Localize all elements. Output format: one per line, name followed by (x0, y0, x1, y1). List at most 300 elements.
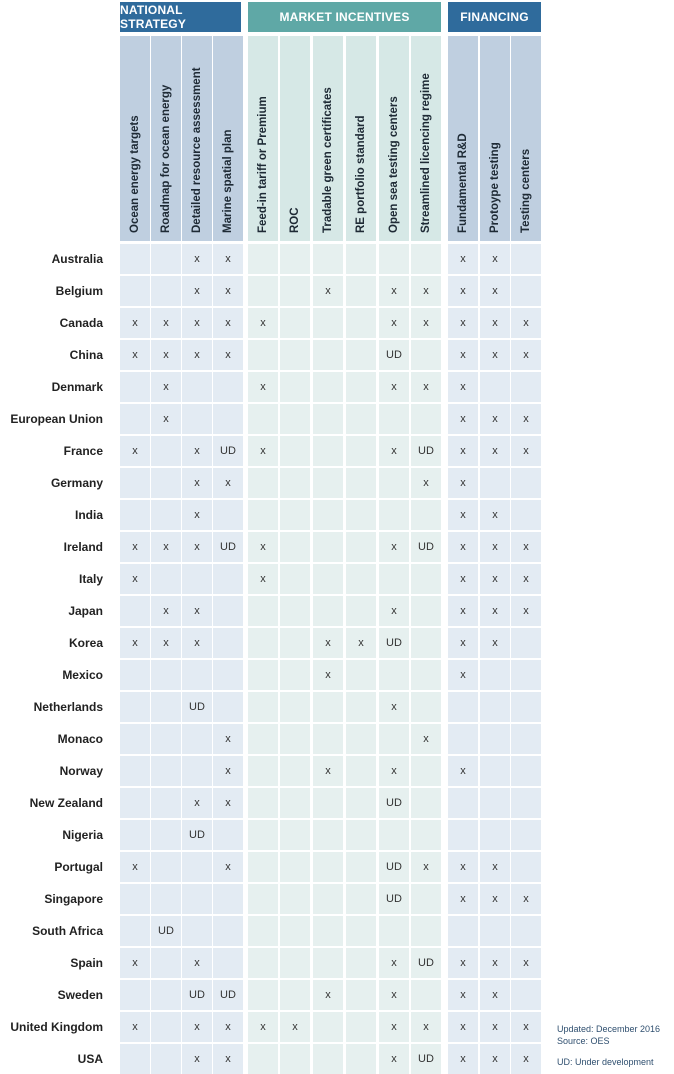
table-cell: x (448, 244, 478, 274)
table-cell (248, 916, 278, 946)
column-header (280, 36, 310, 241)
column-header (511, 36, 541, 241)
table-cell: x (182, 276, 212, 306)
table-cell (511, 980, 541, 1010)
table-cell: x (511, 404, 541, 434)
table-cell (182, 724, 212, 754)
table-cell (151, 788, 181, 818)
table-cell: x (448, 596, 478, 626)
table-cell (346, 660, 376, 690)
table-cell: x (480, 980, 510, 1010)
table-cell: x (480, 340, 510, 370)
table-cell: x (213, 756, 243, 786)
table-cell: x (448, 500, 478, 530)
table-cell (213, 628, 243, 658)
table-cell (346, 884, 376, 914)
table-cell: x (182, 788, 212, 818)
table-cell (213, 916, 243, 946)
table-cell (248, 788, 278, 818)
column-header (346, 36, 376, 241)
table-cell: x (448, 980, 478, 1010)
column-header (411, 36, 441, 241)
column-header (313, 36, 343, 241)
table-cell (151, 564, 181, 594)
table-cell (280, 244, 310, 274)
table-cell (448, 916, 478, 946)
table-cell (280, 628, 310, 658)
table-cell: x (213, 276, 243, 306)
group-header-financing: FINANCING (448, 2, 541, 32)
table-cell (313, 820, 343, 850)
table-cell (120, 596, 150, 626)
table-cell: x (213, 340, 243, 370)
table-cell (379, 564, 409, 594)
table-cell: x (411, 468, 441, 498)
column-header (151, 36, 181, 241)
table-cell (480, 820, 510, 850)
table-cell: x (151, 340, 181, 370)
table-cell (151, 820, 181, 850)
column-header-label: Protoype testing (489, 142, 501, 233)
table-cell (379, 820, 409, 850)
table-cell: x (480, 436, 510, 466)
table-cell (248, 596, 278, 626)
table-cell (313, 468, 343, 498)
table-cell: x (411, 308, 441, 338)
table-cell (280, 948, 310, 978)
table-cell (448, 820, 478, 850)
table-cell: x (511, 596, 541, 626)
table-cell (346, 948, 376, 978)
table-cell (248, 692, 278, 722)
table-cell: x (480, 852, 510, 882)
table-cell: x (120, 436, 150, 466)
table-cell (346, 564, 376, 594)
table-cell: x (411, 724, 441, 754)
table-cell: x (313, 276, 343, 306)
table-cell (346, 436, 376, 466)
table-cell (248, 980, 278, 1010)
table-cell: x (248, 308, 278, 338)
table-cell (280, 820, 310, 850)
table-cell: x (213, 244, 243, 274)
table-cell: x (248, 436, 278, 466)
table-cell (379, 468, 409, 498)
table-cell: UD (213, 980, 243, 1010)
table-cell (313, 596, 343, 626)
table-cell: x (480, 500, 510, 530)
table-cell: x (248, 372, 278, 402)
legend-note: UD: Under development (557, 1057, 654, 1067)
table-cell (379, 244, 409, 274)
column-header-label: Open sea testing centers (388, 96, 400, 233)
table-cell (379, 404, 409, 434)
table-cell (511, 244, 541, 274)
table-cell (151, 852, 181, 882)
table-cell: x (248, 564, 278, 594)
table-cell (280, 308, 310, 338)
table-cell (120, 980, 150, 1010)
table-cell: x (120, 308, 150, 338)
table-cell: x (480, 596, 510, 626)
table-cell (313, 404, 343, 434)
table-cell: x (480, 884, 510, 914)
table-cell (120, 788, 150, 818)
table-cell (151, 948, 181, 978)
table-cell (511, 788, 541, 818)
table-cell (313, 372, 343, 402)
table-cell (182, 916, 212, 946)
column-header (448, 36, 478, 241)
table-cell (213, 660, 243, 690)
table-cell (120, 404, 150, 434)
table-cell: x (182, 500, 212, 530)
updated-note: Updated: December 2016 (557, 1024, 661, 1034)
table-cell: UD (411, 436, 441, 466)
country-label: Australia (51, 252, 103, 266)
table-cell (511, 276, 541, 306)
table-cell (480, 372, 510, 402)
table-cell: x (120, 948, 150, 978)
table-cell (313, 724, 343, 754)
table-cell (280, 596, 310, 626)
table-cell (213, 692, 243, 722)
table-cell: x (448, 660, 478, 690)
table-cell: x (448, 852, 478, 882)
table-cell (411, 884, 441, 914)
country-label: Nigeria (62, 828, 103, 842)
table-cell: x (182, 532, 212, 562)
table-cell: x (182, 436, 212, 466)
column-header-label: Ocean energy targets (129, 115, 141, 233)
table-cell: x (120, 340, 150, 370)
table-cell (280, 660, 310, 690)
table-cell (280, 404, 310, 434)
table-cell: UD (213, 532, 243, 562)
table-cell: x (182, 1044, 212, 1074)
column-header (182, 36, 212, 241)
column-header-label: RE portfolio standard (355, 115, 367, 233)
column-header-label: Streamlined licencing regime (420, 73, 432, 233)
table-cell: UD (182, 692, 212, 722)
table-cell: x (448, 340, 478, 370)
table-cell: x (151, 532, 181, 562)
country-label: India (74, 508, 103, 522)
country-label: New Zealand (29, 796, 103, 810)
table-cell (313, 308, 343, 338)
table-cell (151, 756, 181, 786)
table-cell (182, 660, 212, 690)
table-cell: UD (411, 532, 441, 562)
table-cell (313, 564, 343, 594)
table-cell: x (448, 1012, 478, 1042)
table-cell (448, 724, 478, 754)
column-header-label: ROC (289, 207, 301, 233)
table-cell (411, 692, 441, 722)
table-cell (411, 916, 441, 946)
table-cell (280, 916, 310, 946)
table-cell: x (480, 404, 510, 434)
table-cell (346, 596, 376, 626)
table-cell (346, 852, 376, 882)
table-cell (120, 692, 150, 722)
table-cell (313, 948, 343, 978)
column-header-label: Marine spatial plan (222, 129, 234, 233)
table-cell: x (448, 308, 478, 338)
table-cell (248, 404, 278, 434)
table-cell (151, 660, 181, 690)
table-cell (411, 500, 441, 530)
table-cell: x (182, 340, 212, 370)
table-cell (511, 500, 541, 530)
table-cell: x (379, 436, 409, 466)
table-cell (480, 468, 510, 498)
table-cell (346, 1012, 376, 1042)
table-cell (151, 436, 181, 466)
table-cell (248, 724, 278, 754)
table-cell: x (448, 468, 478, 498)
country-label: Spain (70, 956, 103, 970)
country-label: Norway (59, 764, 103, 778)
table-cell (120, 1044, 150, 1074)
table-cell (213, 564, 243, 594)
table-cell (346, 500, 376, 530)
country-label: China (69, 348, 103, 362)
table-cell (411, 756, 441, 786)
table-cell: UD (182, 820, 212, 850)
table-cell (379, 660, 409, 690)
table-cell (280, 564, 310, 594)
table-cell (346, 788, 376, 818)
table-cell: x (151, 404, 181, 434)
table-cell (346, 532, 376, 562)
table-cell: x (480, 948, 510, 978)
table-cell: x (213, 724, 243, 754)
table-cell: x (448, 276, 478, 306)
table-cell: x (448, 884, 478, 914)
country-label: European Union (10, 412, 103, 426)
table-cell: x (379, 308, 409, 338)
column-header-label: Testing centers (520, 148, 532, 233)
table-cell (280, 788, 310, 818)
table-cell (411, 628, 441, 658)
table-cell (248, 628, 278, 658)
table-cell (248, 852, 278, 882)
table-cell: x (448, 1044, 478, 1074)
table-cell: x (411, 852, 441, 882)
table-cell (280, 980, 310, 1010)
table-cell (182, 756, 212, 786)
table-cell: x (151, 628, 181, 658)
table-cell (248, 244, 278, 274)
column-header-label: Feed-in tariff or Premium (257, 96, 269, 233)
table-cell: x (213, 468, 243, 498)
table-cell (511, 628, 541, 658)
table-cell (313, 1044, 343, 1074)
table-cell: x (379, 948, 409, 978)
table-cell: x (480, 564, 510, 594)
table-cell (151, 980, 181, 1010)
group-header-market-incentives: MARKET INCENTIVES (248, 2, 441, 32)
table-cell: x (448, 564, 478, 594)
table-cell: x (313, 756, 343, 786)
table-cell (346, 244, 376, 274)
table-cell (346, 468, 376, 498)
table-cell: x (120, 628, 150, 658)
table-cell: x (511, 948, 541, 978)
table-cell (511, 724, 541, 754)
table-cell (379, 916, 409, 946)
table-cell: x (120, 532, 150, 562)
table-cell: x (120, 852, 150, 882)
table-cell (379, 500, 409, 530)
table-cell (120, 884, 150, 914)
table-cell: x (379, 1044, 409, 1074)
table-cell (213, 404, 243, 434)
table-cell (313, 500, 343, 530)
table-cell (313, 244, 343, 274)
table-cell: x (313, 628, 343, 658)
table-cell (248, 948, 278, 978)
table-cell: x (182, 308, 212, 338)
table-cell: x (448, 532, 478, 562)
table-cell: x (379, 596, 409, 626)
table-cell: UD (213, 436, 243, 466)
table-cell: UD (379, 884, 409, 914)
table-cell: x (213, 788, 243, 818)
table-cell: x (213, 852, 243, 882)
table-cell (151, 1044, 181, 1074)
table-cell (411, 564, 441, 594)
table-cell: x (151, 308, 181, 338)
table-cell (213, 500, 243, 530)
table-cell: UD (151, 916, 181, 946)
table-cell (411, 660, 441, 690)
country-label: United Kingdom (10, 1020, 103, 1034)
table-cell (280, 436, 310, 466)
table-cell (120, 372, 150, 402)
table-cell (313, 1012, 343, 1042)
table-cell: x (379, 692, 409, 722)
table-cell (120, 724, 150, 754)
table-cell: x (379, 532, 409, 562)
table-cell (480, 660, 510, 690)
table-cell (346, 756, 376, 786)
table-cell: UD (182, 980, 212, 1010)
table-cell: x (480, 244, 510, 274)
table-cell (213, 884, 243, 914)
table-cell (480, 724, 510, 754)
table-cell: UD (379, 340, 409, 370)
table-cell (448, 788, 478, 818)
table-cell: x (480, 276, 510, 306)
table-cell: x (448, 404, 478, 434)
table-cell (346, 820, 376, 850)
table-cell (280, 276, 310, 306)
table-cell: x (511, 884, 541, 914)
table-cell: x (511, 308, 541, 338)
table-cell (151, 724, 181, 754)
table-cell (313, 916, 343, 946)
table-cell (280, 692, 310, 722)
table-cell: x (480, 308, 510, 338)
table-cell (120, 660, 150, 690)
table-cell (346, 276, 376, 306)
table-cell: x (448, 948, 478, 978)
table-cell: x (511, 340, 541, 370)
table-cell (313, 852, 343, 882)
country-label: Monaco (57, 732, 103, 746)
table-cell: x (448, 628, 478, 658)
table-cell (411, 596, 441, 626)
table-cell (248, 660, 278, 690)
column-header (379, 36, 409, 241)
table-cell: x (248, 532, 278, 562)
table-cell (346, 372, 376, 402)
table-cell (151, 244, 181, 274)
table-cell (280, 1044, 310, 1074)
table-cell (480, 692, 510, 722)
table-cell: x (379, 980, 409, 1010)
table-cell (280, 500, 310, 530)
table-cell: x (448, 436, 478, 466)
table-cell (120, 756, 150, 786)
table-cell: UD (379, 852, 409, 882)
column-header (213, 36, 243, 241)
table-cell (411, 980, 441, 1010)
table-cell (248, 884, 278, 914)
table-cell (248, 468, 278, 498)
table-cell (248, 1044, 278, 1074)
table-cell (313, 884, 343, 914)
table-cell (448, 692, 478, 722)
country-label: Mexico (62, 668, 103, 682)
table-cell (151, 276, 181, 306)
table-cell (346, 916, 376, 946)
table-cell: UD (379, 628, 409, 658)
table-cell: x (448, 372, 478, 402)
country-label: Belgium (55, 284, 103, 298)
table-cell (411, 340, 441, 370)
table-cell: x (448, 756, 478, 786)
table-cell: x (182, 1012, 212, 1042)
table-cell (511, 468, 541, 498)
table-cell: x (182, 468, 212, 498)
table-cell (346, 724, 376, 754)
table-cell (182, 884, 212, 914)
table-cell (511, 756, 541, 786)
table-cell (346, 404, 376, 434)
table-cell (511, 916, 541, 946)
table-cell: UD (411, 1044, 441, 1074)
table-cell: x (411, 372, 441, 402)
table-cell (280, 724, 310, 754)
table-cell: x (379, 372, 409, 402)
column-header (480, 36, 510, 241)
table-cell (151, 1012, 181, 1042)
table-cell (280, 756, 310, 786)
table-cell: x (120, 1012, 150, 1042)
table-cell (511, 820, 541, 850)
table-cell (411, 820, 441, 850)
table-cell: x (213, 1044, 243, 1074)
table-cell: x (480, 628, 510, 658)
column-header-label: Roadmap for ocean energy (160, 84, 172, 233)
table-cell (411, 788, 441, 818)
country-label: Germany (50, 476, 103, 490)
table-cell (280, 340, 310, 370)
table-cell (120, 820, 150, 850)
